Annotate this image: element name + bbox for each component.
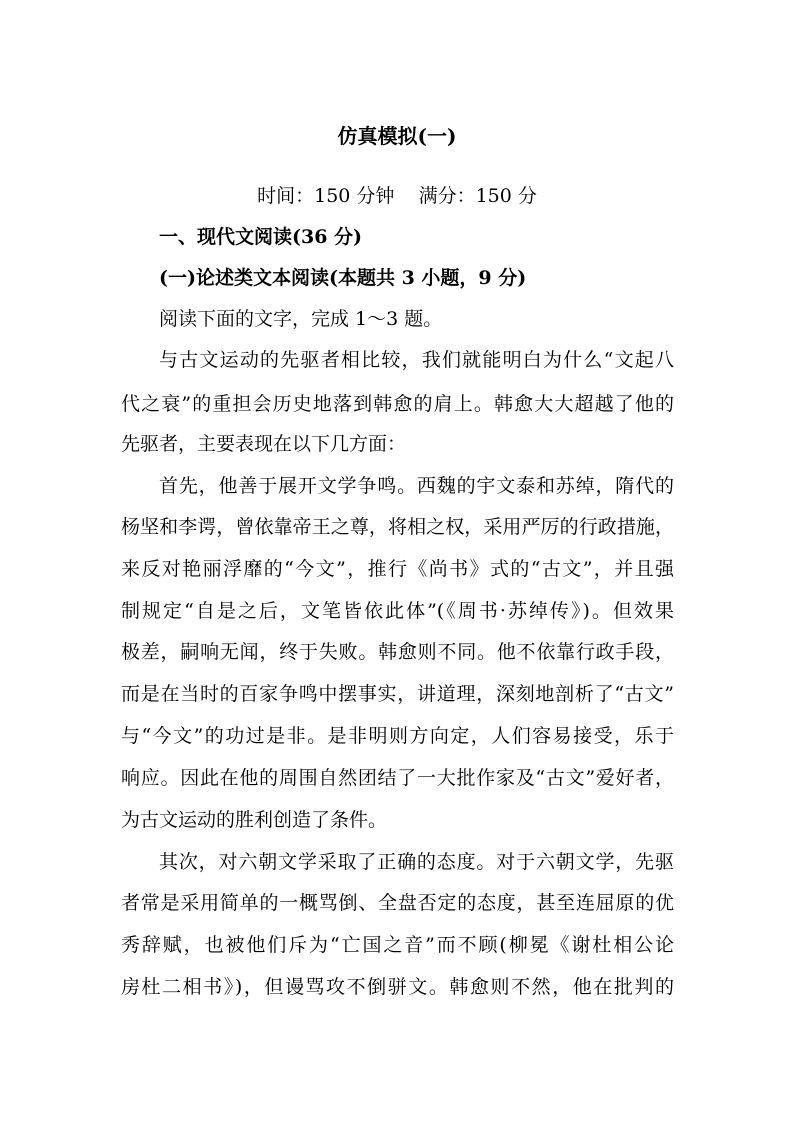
paragraph-line: 为古文运动的胜利创造了条件。: [121, 809, 388, 831]
section-heading: 一、现代文阅读(36 分): [159, 226, 363, 248]
paragraph-line: 而是在当时的百家争鸣中摆事实，讲道理，深刻地剖析了“古文”: [121, 683, 674, 705]
paragraph-line: 先驱者，主要表现在以下几方面：: [121, 433, 407, 455]
exam-meta: 时间：150 分钟 满分：150 分: [257, 185, 537, 207]
paragraph-line: 秀辞赋，也被他们斥为“亡国之音”而不顾(柳冕《谢杜相公论: [121, 934, 674, 956]
instruction-text: 阅读下面的文字，完成 1～3 题。: [159, 308, 443, 330]
paragraph-line: 杨坚和李谔，曾依靠帝王之尊，将相之权，采用严厉的行政措施，: [121, 516, 674, 538]
paragraph-line: 者常是采用简单的一概骂倒、全盘否定的态度，甚至连屈原的优: [121, 892, 674, 914]
paragraph-line: 其次，对六朝文学采取了正确的态度。对于六朝文学，先驱: [159, 851, 674, 873]
paragraph-line: 房杜二相书》)，但谩骂攻不倒骈文。韩愈则不然，他在批判的: [121, 976, 674, 998]
paragraph-line: 来反对艳丽浮靡的“今文”，推行《尚书》式的“古文”，并且强: [121, 558, 674, 580]
paragraph-line: 响应。因此在他的周围自然团结了一大批作家及“古文”爱好者，: [121, 767, 674, 789]
page-title: 仿真模拟(一): [337, 124, 457, 148]
paragraph-line: 与“今文”的功过是非。是非明则方向定，人们容易接受，乐于: [121, 725, 674, 747]
paragraph-line: 首先，他善于展开文学争鸣。西魏的宇文泰和苏绰，隋代的: [159, 475, 674, 497]
paragraph-line: 制规定“自是之后，文笔皆依此体”(《周书·苏绰传》)。但效果: [121, 600, 674, 622]
paragraph-line: 与古文运动的先驱者相比较，我们就能明白为什么“文起八: [159, 349, 674, 371]
subsection-heading: (一)论述类文本阅读(本题共 3 小题，9 分): [159, 267, 527, 289]
paragraph-line: 代之衰”的重担会历史地落到韩愈的肩上。韩愈大大超越了他的: [121, 393, 674, 415]
paragraph-line: 极差，嗣响无闻，终于失败。韩愈则不同。他不依靠行政手段，: [121, 641, 674, 663]
